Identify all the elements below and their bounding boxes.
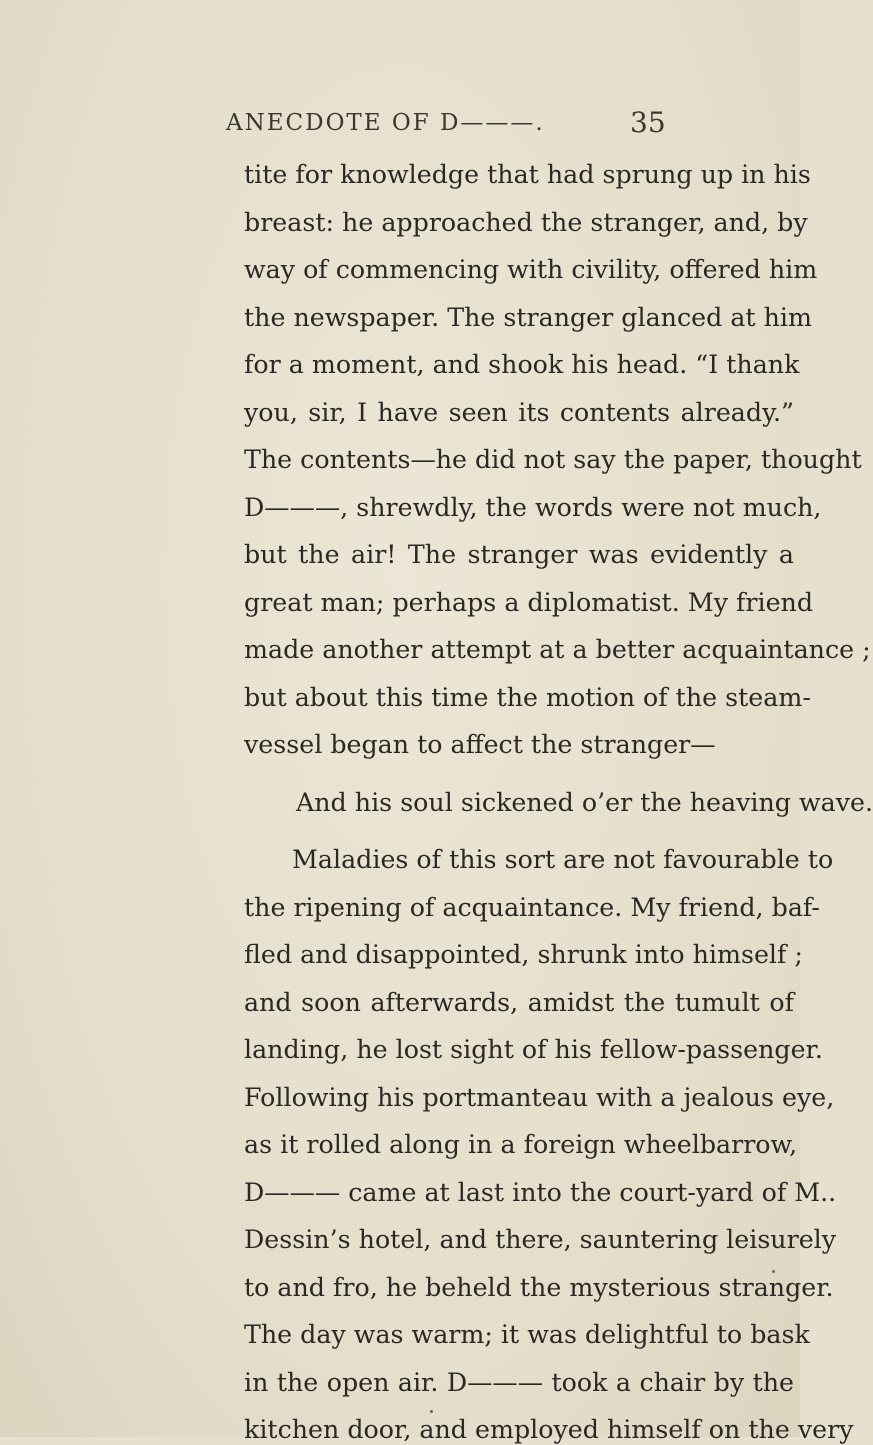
text-line: landing, he lost sight of his fellow-passenger. (244, 1035, 823, 1064)
text-line: but the air! The stranger was evidently a (244, 540, 794, 569)
running-head: ANECDOTE OF D———. (226, 110, 545, 136)
text-line: fled and disappointed, shrunk into himself ; (244, 940, 803, 969)
text-line: for a moment, and shook his head. “I thank (244, 350, 800, 379)
text-line: kitchen door, and employed himself on the very (244, 1415, 854, 1444)
text-line: the newspaper. The stranger glanced at him (244, 303, 812, 332)
paper-speck (772, 1270, 775, 1273)
text-line: Maladies of this sort are not favourable to (292, 845, 834, 874)
text-line: Dessin’s hotel, and there, sauntering leisurely (244, 1225, 837, 1254)
text-line: you, sir, I have seen its contents already.” (244, 398, 794, 427)
text-line: The day was warm; it was delightful to bask (244, 1320, 810, 1349)
paper-speck (430, 1410, 433, 1413)
text-line: breast: he approached the stranger, and, by (244, 208, 808, 237)
text-line: way of commencing with civility, offered him (244, 255, 818, 284)
text-line: The contents—he did not say the paper, thought (244, 445, 862, 474)
text-line: but about this time the motion of the steam- (244, 683, 811, 712)
text-line: D——— came at last into the court-yard of M.. (244, 1178, 837, 1207)
text-line: the ripening of acquaintance. My friend, baf- (244, 893, 820, 922)
text-line: to and fro, he beheld the mysterious stranger. (244, 1273, 834, 1302)
page-number: 35 (630, 106, 666, 139)
text-line: Following his portmanteau with a jealous eye, (244, 1083, 835, 1112)
text-line: great man; perhaps a diplomatist. My friend (244, 588, 814, 617)
text-line: as it rolled along in a foreign wheelbarrow, (244, 1130, 798, 1159)
text-line: tite for knowledge that had sprung up in his (244, 160, 811, 189)
text-line: D———, shrewdly, the words were not much, (244, 493, 822, 522)
text-line: vessel began to affect the stranger— (244, 730, 716, 759)
text-line: in the open air. D——— took a chair by the (244, 1368, 794, 1397)
text-line: and soon afterwards, amidst the tumult of (244, 988, 794, 1017)
verse-quotation: And his soul sickened o’er the heaving wave. (296, 788, 873, 817)
text-line: made another attempt at a better acquaintance ; (244, 635, 871, 664)
